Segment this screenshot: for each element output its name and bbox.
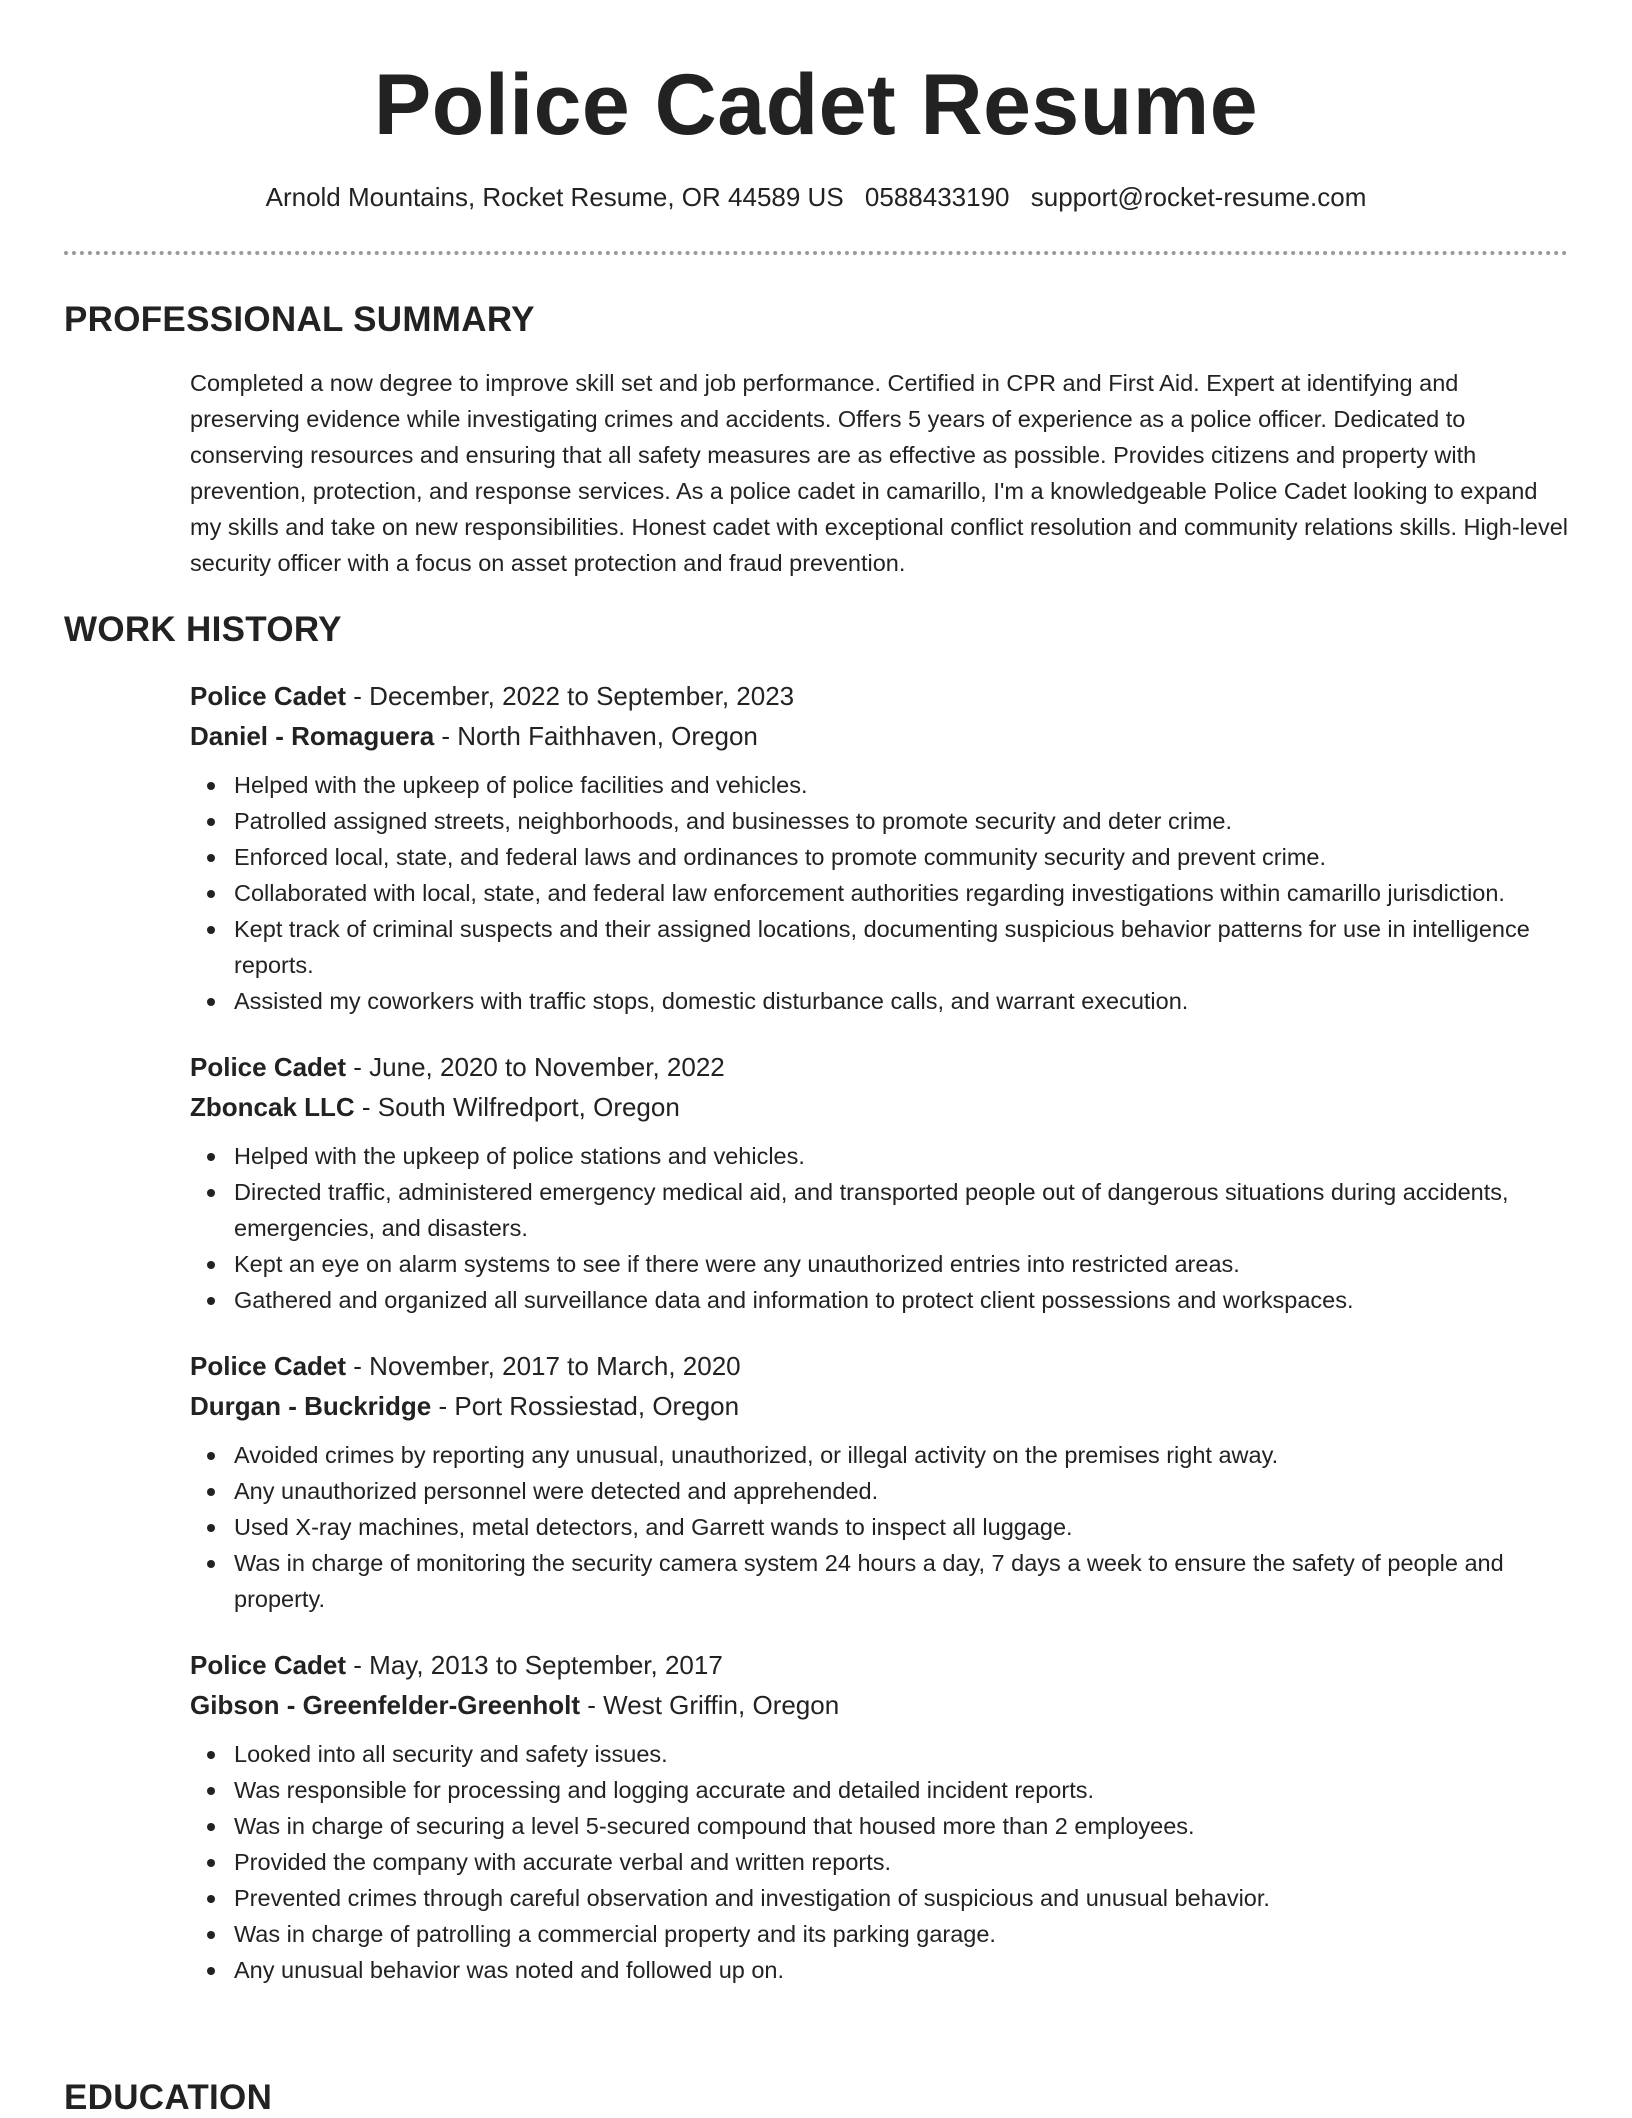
job-duty: Helped with the upkeep of police stations and vehicles. — [234, 1138, 1568, 1174]
job-title: Police Cadet — [190, 681, 347, 711]
job-duty: Avoided crimes by reporting any unusual, unauthorized, or illegal activity on the premises right away. — [234, 1437, 1568, 1473]
job-duty: Kept track of criminal suspects and their assigned locations, documenting suspicious behavior patterns for use in intelligence reports. — [234, 911, 1568, 983]
job-company: Durgan - Buckridge — [190, 1391, 432, 1421]
job-dates: - December, 2022 to September, 2023 — [346, 681, 795, 711]
job-company: Zboncak LLC — [190, 1092, 355, 1122]
education-heading: EDUCATION — [64, 2078, 273, 2117]
job-duty: Prevented crimes through careful observation and investigation of suspicious and unusual behavior. — [234, 1880, 1568, 1916]
job-duty: Directed traffic, administered emergency medical aid, and transported people out of dangerous situations during accidents, emergencies, and disasters. — [234, 1174, 1568, 1246]
work-history-list — [190, 676, 1568, 2016]
job-duties — [190, 767, 1568, 1019]
job-duty: Patrolled assigned streets, neighborhoods, and businesses to promote security and deter crime. — [234, 803, 1568, 839]
job-company-line — [190, 716, 1568, 756]
job-duty: Was in charge of securing a level 5-secured compound that housed more than 2 employees. — [234, 1808, 1568, 1844]
job-entry — [190, 1645, 1568, 1988]
job-location: - West Griffin, Oregon — [580, 1690, 840, 1720]
job-title-line — [190, 1047, 1568, 1087]
job-duties — [190, 1138, 1568, 1318]
job-duty: Enforced local, state, and federal laws and ordinances to promote community security and prevent crime. — [234, 839, 1568, 875]
contact-email: support@rocket-resume.com — [1030, 182, 1367, 212]
job-location: - Port Rossiestad, Oregon — [431, 1391, 740, 1421]
job-dates: - May, 2013 to September, 2017 — [346, 1650, 723, 1680]
job-duty: Was in charge of patrolling a commercial property and its parking garage. — [234, 1916, 1568, 1952]
job-company: Daniel - Romaguera — [190, 721, 435, 751]
job-duty: Helped with the upkeep of police facilities and vehicles. — [234, 767, 1568, 803]
job-duty: Looked into all security and safety issues. — [234, 1736, 1568, 1772]
job-company: Gibson - Greenfelder-Greenholt — [190, 1690, 581, 1720]
job-location: - North Faithhaven, Oregon — [434, 721, 758, 751]
job-entry — [190, 1346, 1568, 1617]
job-title-line — [190, 676, 1568, 716]
job-duty: Assisted my coworkers with traffic stops, domestic disturbance calls, and warrant execution. — [234, 983, 1568, 1019]
job-company-line — [190, 1685, 1568, 1725]
job-title: Police Cadet — [190, 1351, 347, 1381]
work-history-heading: WORK HISTORY — [64, 610, 342, 649]
job-duty: Collaborated with local, state, and federal law enforcement authorities regarding investigations within camarillo jurisdiction. — [234, 875, 1568, 911]
header-divider — [64, 251, 1568, 255]
job-duty: Any unusual behavior was noted and followed up on. — [234, 1952, 1568, 1988]
job-duty: Used X-ray machines, metal detectors, and Garrett wands to inspect all luggage. — [234, 1509, 1568, 1545]
job-duty: Gathered and organized all surveillance data and information to protect client possessions and workspaces. — [234, 1282, 1568, 1318]
job-duty: Provided the company with accurate verbal and written reports. — [234, 1844, 1568, 1880]
job-dates: - November, 2017 to March, 2020 — [346, 1351, 741, 1381]
job-company-line — [190, 1087, 1568, 1127]
summary-text: Completed a now degree to improve skill set and job performance. Certified in CPR and First Aid. Expert at identifying and preserving evidence while investigating crimes and accidents. Offers 5 years of experience as a police officer. Dedicated to conserving resources and ensuring that all safety measures are as effective as possible. Provides citizens and property with prevention, protection, and response services. As a police cadet in camarillo, I'm a knowledgeable Police Cadet looking to expand my skills and take on new responsibilities. Honest cadet with exceptional conflict resolution and community relations skills. High-level security officer with a focus on asset protection and fraud prevention. — [190, 370, 1568, 576]
contact-address: Arnold Mountains, Rocket Resume, OR 44589 US — [265, 182, 844, 212]
job-location: - South Wilfredport, Oregon — [354, 1092, 680, 1122]
job-duty: Kept an eye on alarm systems to see if there were any unauthorized entries into restricted areas. — [234, 1246, 1568, 1282]
job-duties — [190, 1736, 1568, 1988]
job-duty: Was in charge of monitoring the security camera system 24 hours a day, 7 days a week to ensure the safety of people and property. — [234, 1545, 1568, 1617]
job-entry — [190, 1047, 1568, 1318]
job-title: Police Cadet — [190, 1650, 347, 1680]
contact-line — [0, 182, 1632, 213]
job-duties — [190, 1437, 1568, 1617]
contact-phone: 0588433190 — [864, 182, 1010, 212]
job-title: Police Cadet — [190, 1052, 347, 1082]
job-title-line — [190, 1645, 1568, 1685]
job-duty: Was responsible for processing and logging accurate and detailed incident reports. — [234, 1772, 1568, 1808]
page-title: Police Cadet Resume — [373, 57, 1259, 153]
job-duty: Any unauthorized personnel were detected and apprehended. — [234, 1473, 1568, 1509]
job-dates: - June, 2020 to November, 2022 — [346, 1052, 725, 1082]
job-entry — [190, 676, 1568, 1019]
job-title-line — [190, 1346, 1568, 1386]
summary-heading: PROFESSIONAL SUMMARY — [64, 300, 535, 339]
job-company-line — [190, 1386, 1568, 1426]
